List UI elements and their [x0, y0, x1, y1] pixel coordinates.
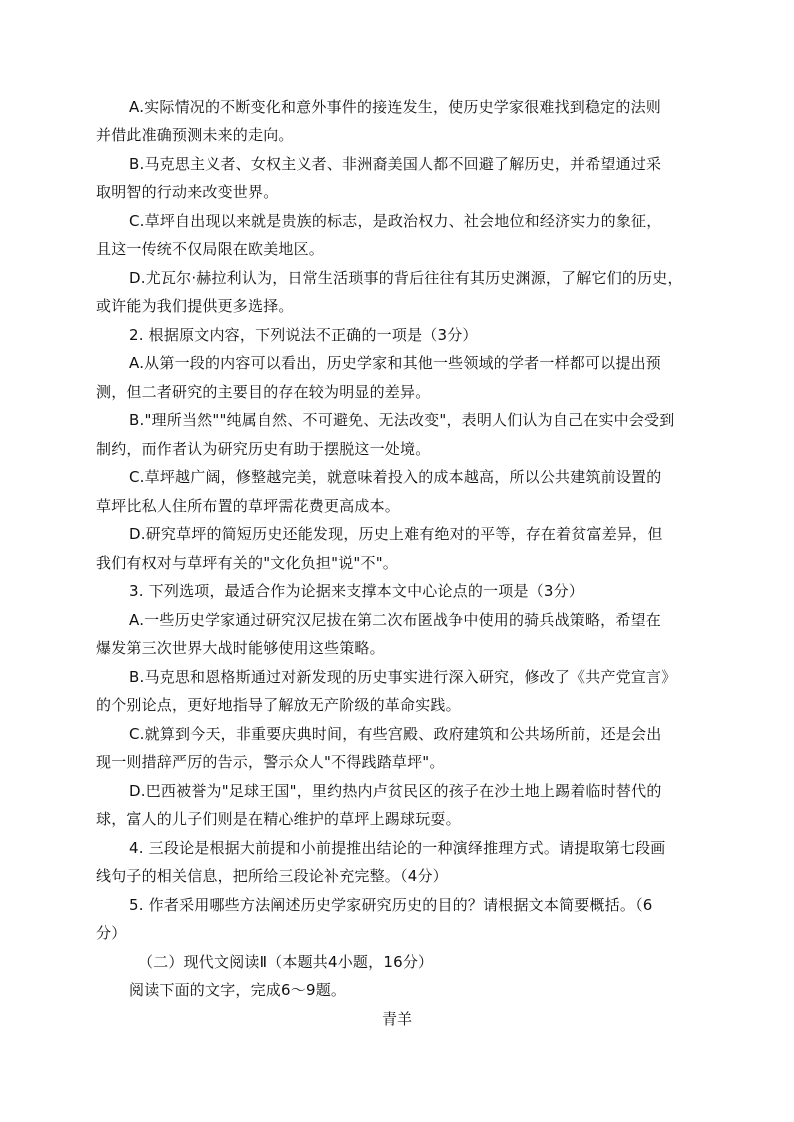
option-d-line-1: D.尤瓦尔·赫拉利认为，日常生活琐事的背后往往有其历史渊源，了解它们的历史， — [129, 269, 683, 287]
question-3-stem: 3. 下列选项，最适合作为论据来支撑本文中心论点的一项是（3分） — [129, 582, 585, 600]
q2-option-b-line-1: B."理所当然""纯属自然、不可避免、无法改变"，表明人们认为自己在实中会受到 — [129, 411, 675, 429]
q3-option-c-line-2: 现一则措辞严厉的告示，警示众人"不得践踏草坪"。 — [96, 753, 445, 771]
q3-option-a-line-2: 爆发第三次世界大战时能够使用这些策略。 — [96, 639, 385, 657]
option-c-line-1: C.草坪自出现以来就是贵族的标志，是政治权力、社会地位和经济实力的象征， — [129, 212, 662, 230]
q2-option-d-line-2: 我们有权对与草坪有关的"文化负担"说"不"。 — [96, 554, 398, 572]
option-a-line-1: A.实际情况的不断变化和意外事件的接连发生，使历史学家很难找到稳定的法则 — [129, 98, 661, 116]
q3-option-d-line-2: 球，富人的儿子们则是在精心维护的草坪上踢球玩耍。 — [96, 810, 461, 828]
q2-option-c-line-1: C.草坪越广阔，修整越完美，就意味着投入的成本越高，所以公共建筑前设置的 — [129, 468, 662, 486]
question-5-line-2: 分） — [96, 924, 127, 942]
q2-option-b-line-2: 制约，而作者认为研究历史有助于摆脱这一处境。 — [96, 440, 431, 458]
question-2-stem: 2. 根据原文内容，下列说法不正确的一项是（3分） — [129, 326, 478, 344]
option-b-line-2: 取明智的行动来改变世界。 — [96, 183, 279, 201]
q3-option-b-line-1: B.马克思和恩格斯通过对新发现的历史事实进行深入研究，修改了《共产党宣言》 — [129, 668, 677, 686]
q3-option-b-line-2: 的个别论点，更好地指导了解放无产阶级的革命实践。 — [96, 696, 461, 714]
q3-option-d-line-1: D.巴西被誉为"足球王国"，里约热内卢贫民区的孩子在沙土地上踢着临时替代的 — [129, 782, 662, 800]
option-b-line-1: B.马克思主义者、女权主义者、非洲裔美国人都不回避了解历史，并希望通过采 — [129, 155, 662, 173]
reading-instruction: 阅读下面的文字，完成6～9题。 — [129, 981, 347, 999]
passage-title: 青羊 — [381, 1010, 412, 1028]
section-heading: （二）现代文阅读Ⅱ（本题共4小题，16分） — [138, 953, 434, 971]
question-4-line-1: 4. 三段论是根据大前提和小前提推出结论的一种演绎推理方式。请提取第七段画 — [129, 839, 666, 857]
q3-option-c-line-1: C.就算到今天，非重要庆典时间，有些宫殿、政府建筑和公共场所前，还是会出 — [129, 725, 662, 743]
question-4-line-2: 线句子的相关信息，把所给三段论补充完整。（4分） — [96, 867, 448, 885]
q2-option-a-line-1: A.从第一段的内容可以看出，历史学家和其他一些领域的学者一样都可以提出预 — [129, 354, 661, 372]
option-a-line-2: 并借此准确预测未来的走向。 — [96, 126, 294, 144]
q2-option-d-line-1: D.研究草坪的简短历史还能发现，历史上难有绝对的平等，存在着贫富差异，但 — [129, 525, 663, 543]
q3-option-a-line-1: A.一些历史学家通过研究汉尼拔在第二次布匿战争中使用的骑兵战策略，希望在 — [129, 611, 661, 629]
q2-option-a-line-2: 测，但二者研究的主要目的存在较为明显的差异。 — [96, 383, 431, 401]
option-d-line-2: 或许能为我们提供更多选择。 — [96, 297, 294, 315]
q2-option-c-line-2: 草坪比私人住所布置的草坪需花费更高成本。 — [96, 497, 401, 515]
option-c-line-2: 且这一传统不仅局限在欧美地区。 — [96, 240, 325, 258]
question-5-line-1: 5. 作者采用哪些方法阐述历史学家研究历史的目的？请根据文本简要概括。（6 — [129, 896, 653, 914]
